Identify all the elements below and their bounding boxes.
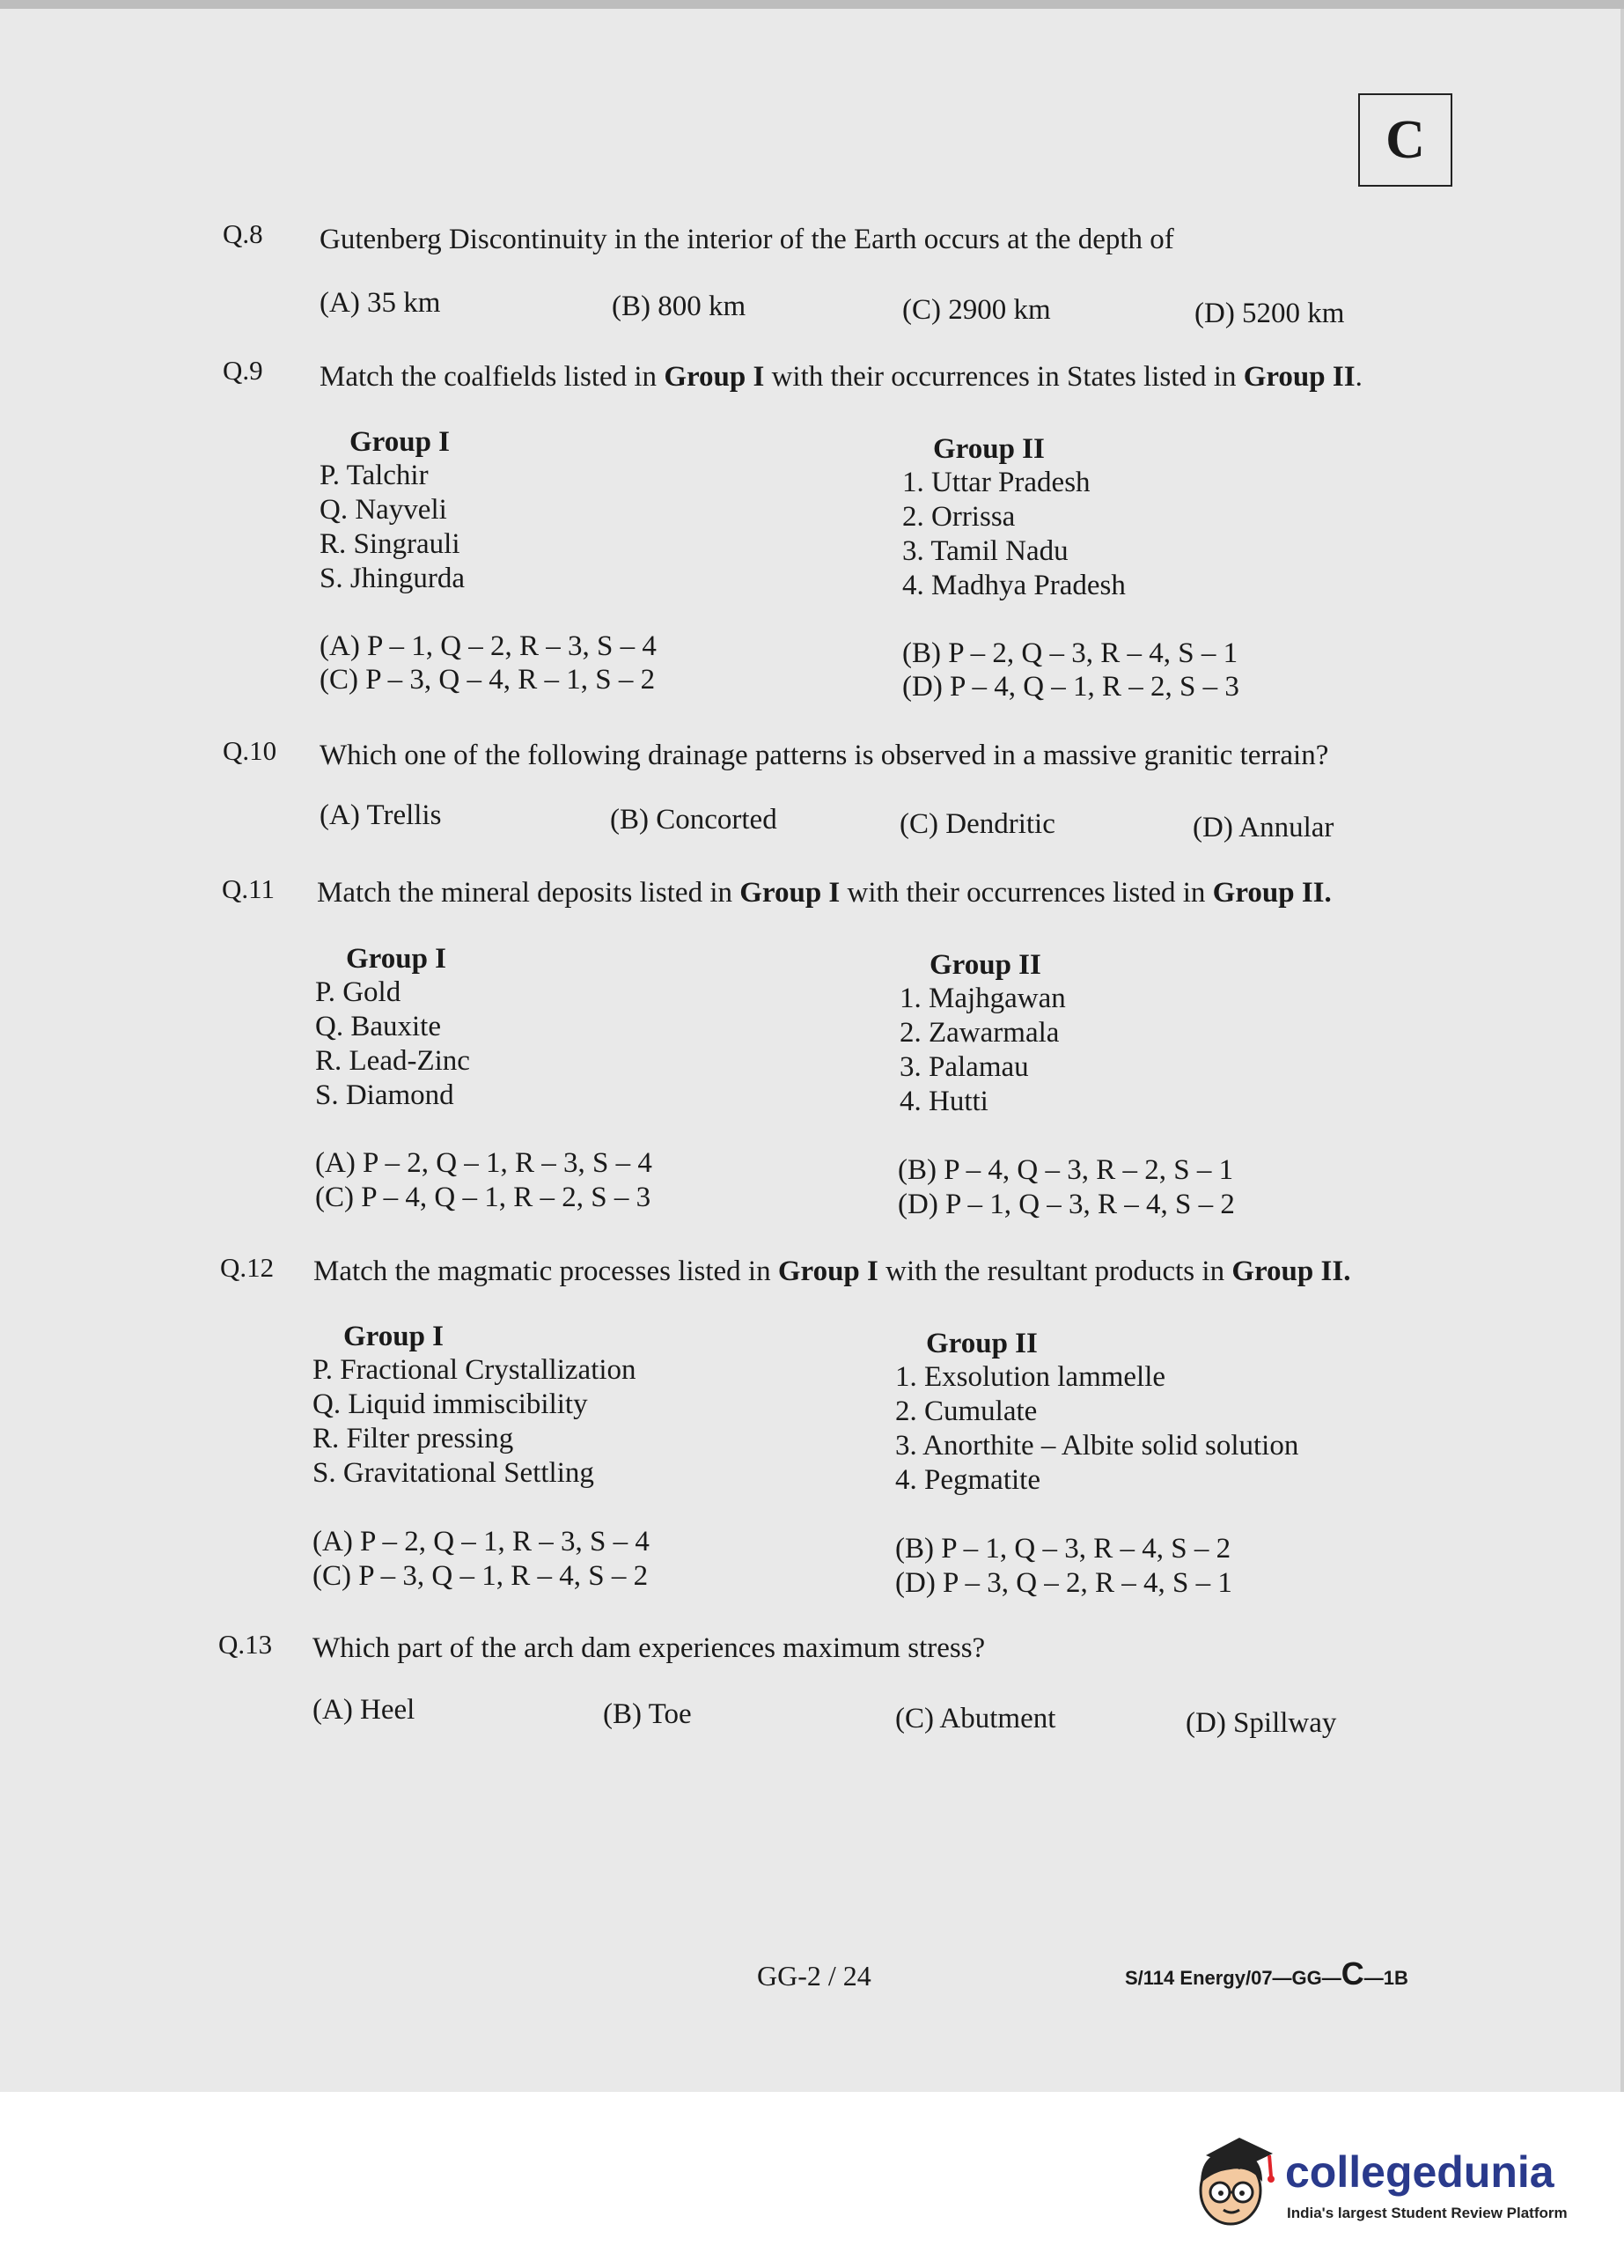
option-d: (D) 5200 km xyxy=(1194,298,1345,329)
option-d: (D) Annular xyxy=(1193,812,1334,843)
set-code: C xyxy=(1385,109,1425,170)
group1-item: P. Gold xyxy=(315,976,401,1008)
option-a: (A) P – 2, Q – 1, R – 3, S – 4 xyxy=(312,1526,650,1557)
option-c: (C) 2900 km xyxy=(902,294,1051,326)
option-d: (D) Spillway xyxy=(1186,1707,1337,1739)
group2-heading: Group II xyxy=(926,1328,1038,1359)
option-a: (A) 35 km xyxy=(320,287,441,319)
group2-heading: Group II xyxy=(930,949,1041,981)
group1-item: Q. Liquid immiscibility xyxy=(312,1388,588,1420)
group1-item: S. Diamond xyxy=(315,1079,454,1111)
option-a: (A) P – 1, Q – 2, R – 3, S – 4 xyxy=(320,630,657,662)
group1-item: P. Fractional Crystallization xyxy=(312,1354,636,1386)
option-b: (B) P – 2, Q – 3, R – 4, S – 1 xyxy=(902,637,1238,669)
option-a: (A) P – 2, Q – 1, R – 3, S – 4 xyxy=(315,1147,652,1179)
group1-item: S. Jhingurda xyxy=(320,563,465,594)
option-c: (C) P – 3, Q – 1, R – 4, S – 2 xyxy=(312,1560,649,1592)
question-text: Match the magmatic processes listed in Group I with the resultant products in Group II. xyxy=(313,1256,1351,1287)
group2-item: 1. Majhgawan xyxy=(900,983,1066,1014)
group1-item: P. Talchir xyxy=(320,460,429,491)
group2-item: 4. Madhya Pradesh xyxy=(902,570,1126,601)
question-text: Match the coalfields listed in Group I with their occurrences in States listed in Group II. xyxy=(320,361,1363,393)
group1-heading: Group I xyxy=(343,1321,445,1352)
group2-item: 4. Hutti xyxy=(900,1086,988,1117)
option-d: (D) P – 1, Q – 3, R – 4, S – 2 xyxy=(898,1189,1235,1220)
group1-item: S. Gravitational Settling xyxy=(312,1457,594,1489)
paper-code: S/114 Energy/07—GG—C—1B xyxy=(1125,1955,1408,1992)
option-c: (C) Dendritic xyxy=(900,808,1055,840)
group1-item: R. Filter pressing xyxy=(312,1423,514,1454)
group1-heading: Group I xyxy=(349,426,451,458)
scan-edge xyxy=(0,0,1624,9)
student-mascot-icon xyxy=(1188,2131,1276,2228)
question-text: Which one of the following drainage patterns is observed in a massive granitic terrain? xyxy=(320,740,1329,771)
group2-item: 2. Cumulate xyxy=(895,1395,1038,1427)
group2-item: 4. Pegmatite xyxy=(895,1464,1040,1496)
group2-item: 3. Anorthite – Albite solid solution xyxy=(895,1430,1299,1462)
group2-item: 3. Tamil Nadu xyxy=(902,535,1069,567)
option-b: (B) Concorted xyxy=(610,804,777,836)
group1-item: Q. Bauxite xyxy=(315,1011,441,1042)
group1-heading: Group I xyxy=(346,943,447,975)
option-b: (B) Toe xyxy=(603,1698,692,1730)
question-number: Q.13 xyxy=(218,1629,273,1660)
brand-tagline: India's largest Student Review Platform xyxy=(1287,2205,1568,2221)
collegedunia-logo[interactable] xyxy=(1188,2131,1567,2228)
group1-item: R. Singrauli xyxy=(320,528,460,560)
group2-item: 2. Zawarmala xyxy=(900,1017,1060,1049)
question-text: Which part of the arch dam experiences maximum stress? xyxy=(312,1632,986,1664)
group2-heading: Group II xyxy=(933,433,1045,465)
option-a: (A) Heel xyxy=(312,1694,415,1726)
group2-item: 1. Uttar Pradesh xyxy=(902,467,1091,498)
question-number: Q.9 xyxy=(223,355,263,386)
option-c: (C) P – 3, Q – 4, R – 1, S – 2 xyxy=(320,664,656,696)
question-number: Q.12 xyxy=(220,1252,275,1283)
option-d: (D) P – 3, Q – 2, R – 4, S – 1 xyxy=(895,1567,1232,1599)
group2-item: 1. Exsolution lammelle xyxy=(895,1361,1166,1393)
group1-item: R. Lead-Zinc xyxy=(315,1045,470,1077)
option-c: (C) P – 4, Q – 1, R – 2, S – 3 xyxy=(315,1182,651,1213)
option-c: (C) Abutment xyxy=(895,1703,1056,1734)
option-b: (B) P – 4, Q – 3, R – 2, S – 1 xyxy=(898,1154,1234,1186)
option-b: (B) 800 km xyxy=(612,291,746,322)
question-number: Q.8 xyxy=(223,218,263,249)
question-number: Q.11 xyxy=(222,873,275,904)
option-a: (A) Trellis xyxy=(320,799,442,831)
question-text: Match the mineral deposits listed in Group I with their occurrences listed in Group II. xyxy=(317,877,1332,909)
group2-item: 3. Palamau xyxy=(900,1051,1029,1083)
set-code-box xyxy=(1358,93,1452,187)
option-b: (B) P – 1, Q – 3, R – 4, S – 2 xyxy=(895,1533,1231,1565)
group2-item: 2. Orrissa xyxy=(902,501,1016,533)
page-number: GG-2 / 24 xyxy=(757,1960,871,1992)
group1-item: Q. Nayveli xyxy=(320,494,447,526)
question-text: Gutenberg Discontinuity in the interior of the Earth occurs at the depth of xyxy=(320,224,1174,255)
question-number: Q.10 xyxy=(223,735,277,766)
option-d: (D) P – 4, Q – 1, R – 2, S – 3 xyxy=(902,671,1239,703)
brand-name: collegedunia xyxy=(1285,2147,1554,2197)
